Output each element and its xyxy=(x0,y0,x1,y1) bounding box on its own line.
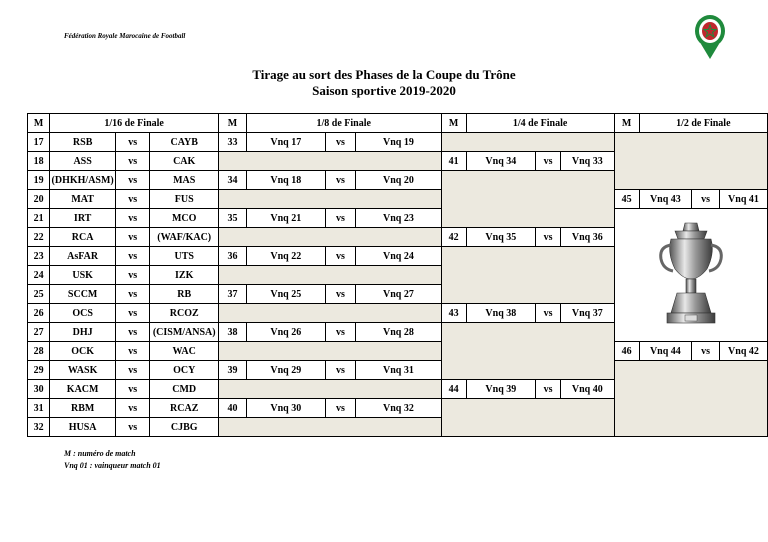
match-number: 36 xyxy=(219,247,247,266)
match-number: 27 xyxy=(28,323,50,342)
table-row xyxy=(28,361,768,380)
home-team: Vnq 30 xyxy=(246,399,325,418)
federation-name: Fédération Royale Marocaine de Football xyxy=(64,32,186,40)
page-title: Tirage au sort des Phases de la Coupe du Trône xyxy=(252,67,516,82)
season-subtitle: Saison sportive 2019-2020 xyxy=(312,83,456,98)
away-team: Vnq 19 xyxy=(356,133,441,152)
match-number: 35 xyxy=(219,209,247,228)
empty-cell xyxy=(219,152,442,171)
header-m: M xyxy=(614,114,639,133)
match-number: 41 xyxy=(441,152,466,171)
match-number: 46 xyxy=(614,342,639,361)
away-team: Vnq 31 xyxy=(356,361,441,380)
away-team: UTS xyxy=(150,247,219,266)
home-team: Vnq 17 xyxy=(246,133,325,152)
empty-cell xyxy=(614,133,767,190)
header-r4: 1/4 de Finale xyxy=(466,114,614,133)
home-team: Vnq 39 xyxy=(466,380,535,399)
match-number: 22 xyxy=(28,228,50,247)
away-team: Vnq 24 xyxy=(356,247,441,266)
legend-notes xyxy=(64,448,161,472)
match-number: 43 xyxy=(441,304,466,323)
vs-label: vs xyxy=(116,152,150,171)
match-number: 19 xyxy=(28,171,50,190)
away-team: RCAZ xyxy=(150,399,219,418)
away-team: Vnq 27 xyxy=(356,285,441,304)
empty-cell xyxy=(441,247,614,304)
home-team: DHJ xyxy=(50,323,116,342)
match-number: 40 xyxy=(219,399,247,418)
away-team: MAS xyxy=(150,171,219,190)
away-team: Vnq 28 xyxy=(356,323,441,342)
vs-label: vs xyxy=(116,380,150,399)
match-number: 45 xyxy=(614,190,639,209)
home-team: (DHKH/ASM) xyxy=(50,171,116,190)
vs-label: vs xyxy=(692,190,720,209)
match-number: 23 xyxy=(28,247,50,266)
match-number: 21 xyxy=(28,209,50,228)
vs-label: vs xyxy=(116,266,150,285)
vs-label: vs xyxy=(325,399,356,418)
empty-cell xyxy=(441,171,614,228)
away-team: Vnq 41 xyxy=(719,190,767,209)
vs-label: vs xyxy=(536,380,561,399)
away-team: CAK xyxy=(150,152,219,171)
note-match-number: M : numéro de match xyxy=(64,449,136,458)
away-team: Vnq 37 xyxy=(561,304,615,323)
vs-label: vs xyxy=(536,152,561,171)
away-team: Vnq 42 xyxy=(719,342,767,361)
empty-cell xyxy=(614,361,767,437)
vs-label: vs xyxy=(116,190,150,209)
home-team: HUSA xyxy=(50,418,116,437)
empty-cell xyxy=(441,323,614,380)
home-team: Vnq 34 xyxy=(466,152,535,171)
vs-label: vs xyxy=(325,133,356,152)
empty-cell xyxy=(219,342,442,361)
header-r8: 1/8 de Finale xyxy=(246,114,441,133)
home-team: RCA xyxy=(50,228,116,247)
empty-cell xyxy=(219,228,442,247)
match-number: 17 xyxy=(28,133,50,152)
header-r16: 1/16 de Finale xyxy=(50,114,219,133)
vs-label: vs xyxy=(116,361,150,380)
match-number: 39 xyxy=(219,361,247,380)
match-number: 20 xyxy=(28,190,50,209)
match-number: 34 xyxy=(219,171,247,190)
trophy-cell xyxy=(614,209,767,342)
vs-label: vs xyxy=(116,228,150,247)
frmf-logo xyxy=(693,14,727,60)
away-team: WAC xyxy=(150,342,219,361)
home-team: Vnq 44 xyxy=(639,342,692,361)
away-team: Vnq 36 xyxy=(561,228,615,247)
match-number: 37 xyxy=(219,285,247,304)
home-team: Vnq 25 xyxy=(246,285,325,304)
throne-cup-trophy xyxy=(655,219,727,331)
match-number: 42 xyxy=(441,228,466,247)
match-number: 29 xyxy=(28,361,50,380)
header-m: M xyxy=(28,114,50,133)
away-team: Vnq 20 xyxy=(356,171,441,190)
away-team: CJBG xyxy=(150,418,219,437)
away-team: Vnq 23 xyxy=(356,209,441,228)
empty-cell xyxy=(219,304,442,323)
home-team: Vnq 43 xyxy=(639,190,692,209)
match-number: 44 xyxy=(441,380,466,399)
vs-label: vs xyxy=(325,285,356,304)
away-team: RCOZ xyxy=(150,304,219,323)
vs-label: vs xyxy=(116,399,150,418)
home-team: KACM xyxy=(50,380,116,399)
empty-cell xyxy=(441,399,614,437)
vs-label: vs xyxy=(116,323,150,342)
home-team: AsFAR xyxy=(50,247,116,266)
vs-label: vs xyxy=(116,304,150,323)
away-team: MCO xyxy=(150,209,219,228)
vs-label: vs xyxy=(325,323,356,342)
vs-label: vs xyxy=(325,247,356,266)
vs-label: vs xyxy=(325,171,356,190)
away-team: Vnq 32 xyxy=(356,399,441,418)
vs-label: vs xyxy=(325,209,356,228)
match-number: 18 xyxy=(28,152,50,171)
table-header-row xyxy=(28,114,768,133)
vs-label: vs xyxy=(116,209,150,228)
home-team: Vnq 38 xyxy=(466,304,535,323)
home-team: Vnq 18 xyxy=(246,171,325,190)
home-team: OCS xyxy=(50,304,116,323)
empty-cell xyxy=(441,133,614,152)
away-team: RB xyxy=(150,285,219,304)
away-team: CAYB xyxy=(150,133,219,152)
home-team: OCK xyxy=(50,342,116,361)
home-team: Vnq 21 xyxy=(246,209,325,228)
home-team: Vnq 29 xyxy=(246,361,325,380)
vs-label: vs xyxy=(116,285,150,304)
match-number: 26 xyxy=(28,304,50,323)
vs-label: vs xyxy=(116,418,150,437)
home-team: ASS xyxy=(50,152,116,171)
home-team: WASK xyxy=(50,361,116,380)
away-team: (CISM/ANSA) xyxy=(150,323,219,342)
match-number: 24 xyxy=(28,266,50,285)
home-team: SCCM xyxy=(50,285,116,304)
table-row xyxy=(28,190,768,209)
empty-cell xyxy=(219,190,442,209)
away-team: IZK xyxy=(150,266,219,285)
vs-label: vs xyxy=(116,247,150,266)
header-r2: 1/2 de Finale xyxy=(639,114,767,133)
table-row xyxy=(28,133,768,152)
home-team: MAT xyxy=(50,190,116,209)
match-number: 33 xyxy=(219,133,247,152)
match-number: 25 xyxy=(28,285,50,304)
match-number: 28 xyxy=(28,342,50,361)
vs-label: vs xyxy=(692,342,720,361)
empty-cell xyxy=(219,266,442,285)
match-number: 30 xyxy=(28,380,50,399)
note-winner: Vnq 01 : vainqueur match 01 xyxy=(64,461,161,470)
away-team: CMD xyxy=(150,380,219,399)
home-team: USK xyxy=(50,266,116,285)
draw-table xyxy=(27,113,768,437)
vs-label: vs xyxy=(536,228,561,247)
home-team: RBM xyxy=(50,399,116,418)
away-team: FUS xyxy=(150,190,219,209)
away-team: Vnq 33 xyxy=(561,152,615,171)
vs-label: vs xyxy=(536,304,561,323)
away-team: (WAF/KAC) xyxy=(150,228,219,247)
vs-label: vs xyxy=(116,171,150,190)
table-row xyxy=(28,209,768,228)
away-team: Vnq 40 xyxy=(561,380,615,399)
home-team: Vnq 35 xyxy=(466,228,535,247)
header-m: M xyxy=(441,114,466,133)
vs-label: vs xyxy=(116,342,150,361)
vs-label: vs xyxy=(325,361,356,380)
home-team: IRT xyxy=(50,209,116,228)
match-number: 38 xyxy=(219,323,247,342)
home-team: Vnq 22 xyxy=(246,247,325,266)
home-team: RSB xyxy=(50,133,116,152)
match-number: 32 xyxy=(28,418,50,437)
home-team: Vnq 26 xyxy=(246,323,325,342)
header-m: M xyxy=(219,114,247,133)
away-team: OCY xyxy=(150,361,219,380)
vs-label: vs xyxy=(116,133,150,152)
match-number: 31 xyxy=(28,399,50,418)
table-row xyxy=(28,342,768,361)
empty-cell xyxy=(219,380,442,399)
empty-cell xyxy=(219,418,442,437)
